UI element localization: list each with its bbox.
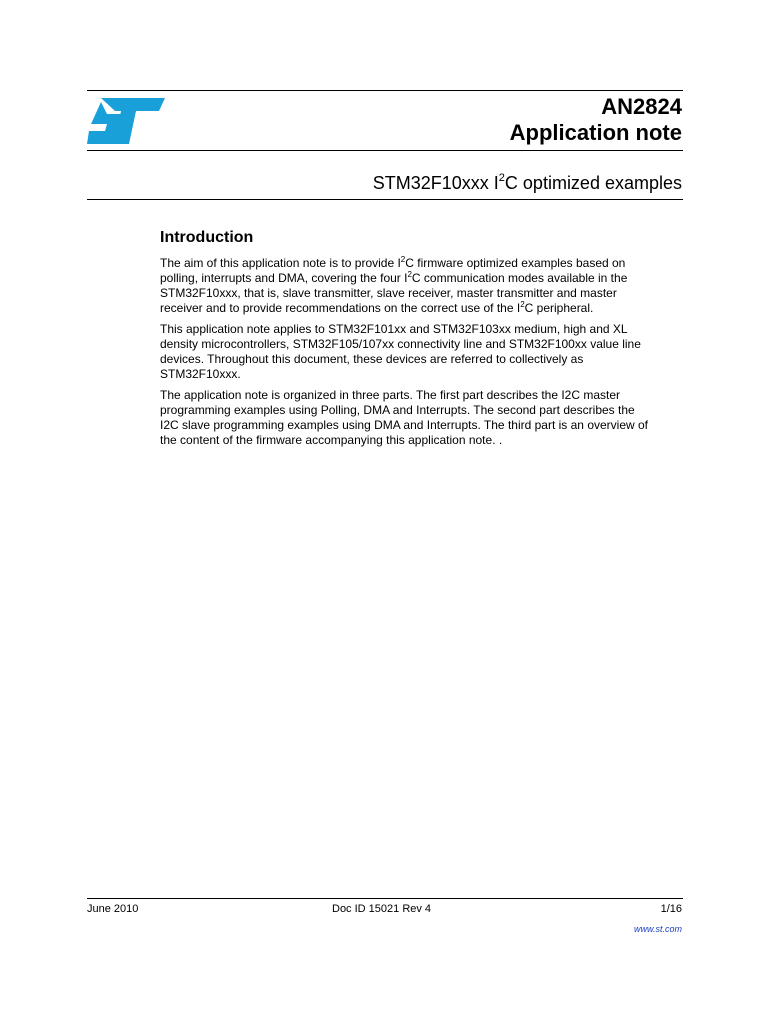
st-logo-icon [87,98,165,144]
header-bottom-rule [87,199,683,200]
header-top-rule [87,90,683,91]
intro-paragraph-2 [160,322,690,382]
intro-paragraph-1 [160,256,690,316]
text-span: C firmware optimized examples based on [405,256,626,270]
superscript: 2 [520,300,525,309]
paragraph-line: density microcontrollers, STM32F105/107xx connectivity line and STM32F100xx value line [160,337,641,351]
paragraph-line: the content of the firmware accompanying this application note. . [160,433,503,447]
paragraph-line [160,256,690,271]
intro-paragraph-3 [160,388,690,448]
document-subtitle [373,170,682,196]
paragraph-line: devices. Throughout this document, these devices are referred to collectively as [160,352,584,366]
superscript: 2 [400,255,406,264]
text-span: C peripheral. [524,301,594,315]
text-span: C communication modes available in the [411,271,628,285]
text-span: The aim of this application note is to provide I [160,256,401,270]
footer-page-number: 1/16 [660,903,682,915]
document-id: AN2824 [601,94,682,119]
paragraph-line: The application note is organized in three parts. The first part describes the I2C master [160,388,621,402]
subtitle-superscript: 2 [498,172,505,184]
superscript: 2 [407,270,412,279]
footer-website-link[interactable]: www.st.com [633,924,682,934]
text-span: polling, interrupts and DMA, covering the four I [160,271,408,285]
paragraph-line: STM32F10xxx. [160,367,241,381]
paragraph-line [160,271,690,286]
text-span: receiver and to provide recommendations on the correct use of the I [160,301,521,315]
paragraph-line: This application note applies to STM32F101xx and STM32F103xx medium, high and XL [160,322,628,336]
document-type: Application note [509,120,682,145]
footer-doc-reference: Doc ID 15021 Rev 4 [332,903,432,915]
paragraph-line: programming examples using Polling, DMA and Interrupts. The second part describes the [160,403,635,417]
introduction-heading: Introduction [160,229,254,246]
subtitle-suffix: C optimized examples [504,173,682,193]
paragraph-line: I2C slave programming examples using DMA and Interrupts. The third part is an overview of [160,418,649,432]
header-middle-rule [87,150,683,151]
footer-date: June 2010 [87,903,139,915]
paragraph-line: STM32F10xxx, that is, slave transmitter, slave receiver, master transmitter and master [160,286,617,300]
paragraph-line [160,301,690,316]
footer-rule [87,898,683,899]
subtitle-prefix: STM32F10xxx I [372,173,499,193]
